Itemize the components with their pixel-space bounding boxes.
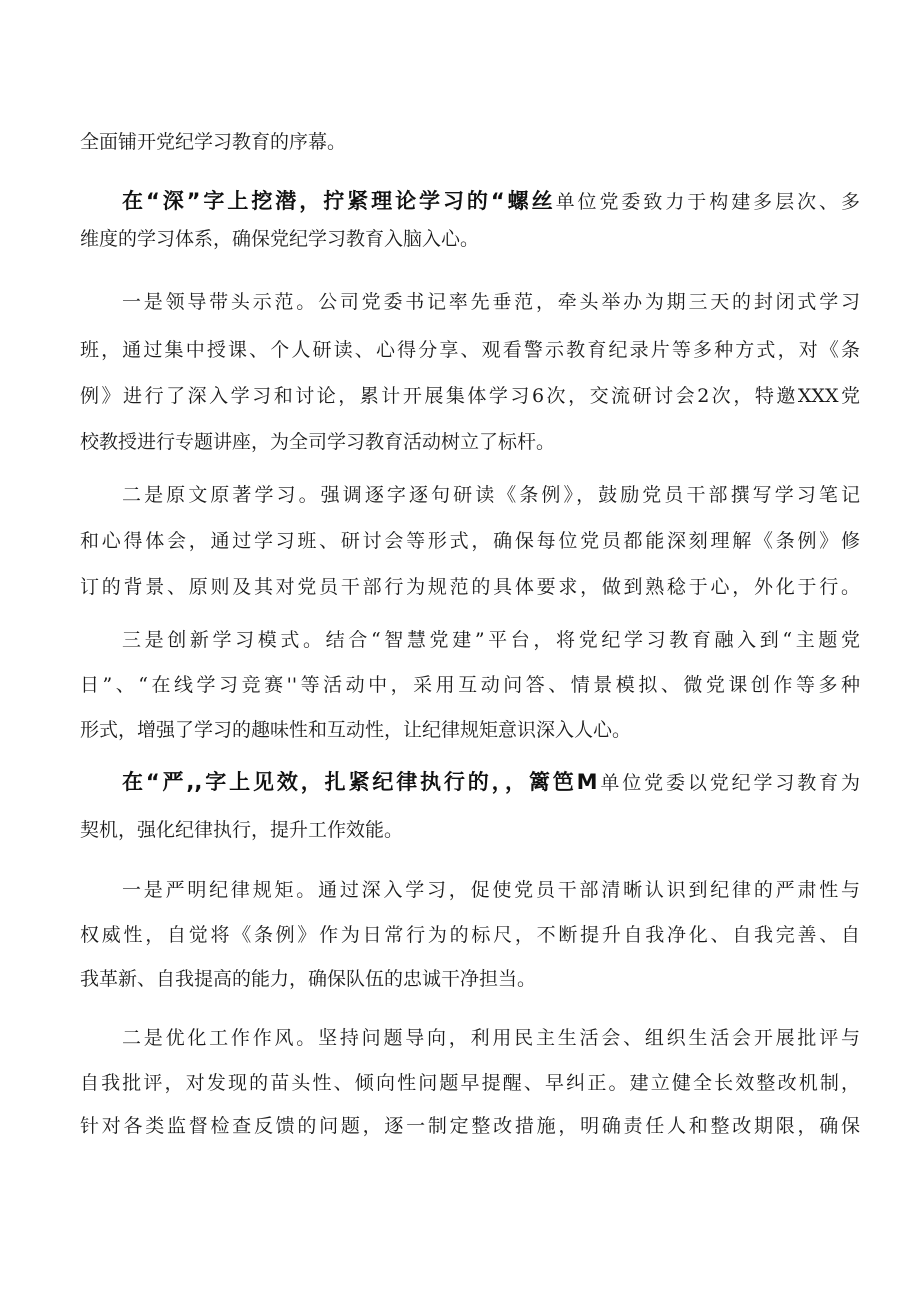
para5-line: 自我批评，对发现的苗头性、倾向性问题早提醒、早纠正。建立健全长效整改机制，: [80, 1072, 860, 1094]
para1-line: 一是领导带头示范。公司党委书记率先垂范，牵头举办为期三天的封闭式学习: [122, 291, 860, 313]
para3-line: 形式，增强了学习的趣味性和互动性，让纪律规矩意识深入人心。: [80, 719, 632, 741]
para1-line: 校教授进行专题讲座，为全司学习教育活动树立了标杆。: [80, 431, 556, 453]
para4-line: 我革新、自我提高的能力，确保队伍的忠诚干净担当。: [80, 968, 537, 990]
section1-heading-line2: 维度的学习体系，确保党纪学习教育入脑入心。: [80, 228, 480, 250]
para2-line: 和心得体会，通过学习班、研讨会等形式，确保每位党员都能深刻理解《条例》修: [80, 530, 860, 552]
section1-heading-rest: 单位党委致力于构建多层次、多: [555, 191, 860, 213]
section2-heading: [122, 770, 860, 795]
para3-line: 三是创新学习模式。结合“智慧党建”平台，将党纪学习教育融入到“主题党: [122, 629, 860, 651]
section1-heading-lead: 在“深”字上挖潜，拧紧理论学习的“螺丝: [122, 189, 556, 213]
para2-line: 订的背景、原则及其对党员干部行为规范的具体要求，做到熟稔于心，外化于行。: [80, 576, 860, 598]
section2-heading-lead: 在“严,,字上见效，扎紧纪律执行的，，篱笆M: [122, 770, 598, 794]
para5-line: 针对各类监督检查反馈的问题，逐一制定整改措施，明确责任人和整改期限，确保: [80, 1115, 860, 1137]
para3-line: 日”、“在线学习竞赛''等活动中，采用互动问答、情景模拟、微党课创作等多种: [80, 674, 860, 696]
para5-line: 二是优化工作作风。坚持问题导向，利用民主生活会、组织生活会开展批评与: [122, 1027, 860, 1049]
para1-line: 班，通过集中授课、个人研读、心得分享、观看警示教育纪录片等多种方式，对《条: [80, 339, 860, 361]
section2-heading-line2: 契机，强化纪律执行，提升工作效能。: [80, 819, 404, 841]
para4-line: 一是严明纪律规矩。通过深入学习，促使党员干部清晰认识到纪律的严肃性与: [122, 879, 860, 901]
intro-line: 全面铺开党纪学习教育的序幕。: [80, 131, 347, 153]
para4-line: 权威性，自觉将《条例》作为日常行为的标尺，不断提升自我净化、自我完善、自: [80, 924, 860, 946]
para2-line: 二是原文原著学习。强调逐字逐句研读《条例》，鼓励党员干部撰写学习笔记: [122, 484, 860, 506]
para1-line: 例》进行了深入学习和讨论，累计开展集体学习6次，交流研讨会2次，特邀XXX党: [80, 385, 860, 407]
section1-heading: [122, 189, 860, 214]
section2-heading-rest: 单位党委以党纪学习教育为: [597, 772, 860, 794]
